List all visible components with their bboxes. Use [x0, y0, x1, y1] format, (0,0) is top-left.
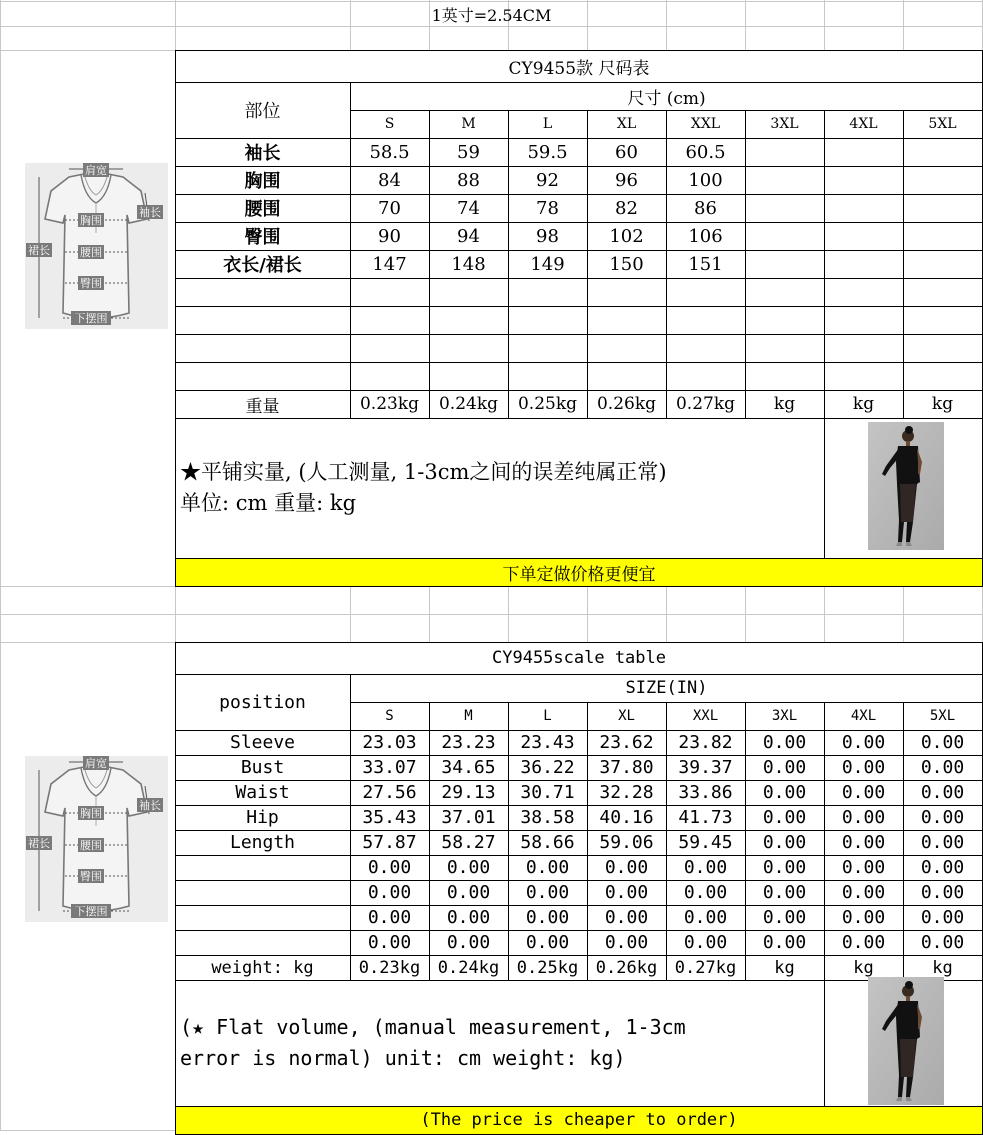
en-table-row-value: 35.43: [362, 807, 417, 828]
en-table-row-value: 0.00: [841, 782, 886, 803]
rule-line: [824, 418, 825, 558]
cn-table-row-value: [903, 278, 982, 306]
en-table-size-col-l: L: [543, 708, 552, 724]
en-table-row-value: 0.00: [525, 882, 570, 903]
en-table-row-value: 0.00: [367, 857, 412, 878]
en-table-row-label: [175, 880, 350, 905]
rule-line: [666, 586, 667, 642]
en-table-weight-value: 0.27kg: [674, 957, 737, 978]
cn-table-row-value: 96: [615, 169, 638, 191]
cn-table-weight-value: 0.24kg: [438, 394, 499, 414]
diagram-label-hip: 臀围: [80, 870, 102, 883]
cn-table-row-value: [429, 362, 508, 390]
en-table-row-label: Hip: [246, 807, 279, 828]
cn-table-note: [180, 457, 667, 519]
cn-table-row-value: [824, 194, 903, 222]
cn-table-row-value: [429, 306, 508, 334]
en-table-row-value: 0.00: [762, 857, 807, 878]
cn-table-row-value: 90: [378, 225, 401, 247]
diagram-label-waist: 腰围: [80, 839, 102, 852]
rule-line: [175, 980, 983, 981]
en-table-row-label: [175, 930, 350, 955]
en-table-row-value: 0.00: [762, 732, 807, 753]
cn-table-row-value: [824, 166, 903, 194]
en-table-weight-value: 0.23kg: [358, 957, 421, 978]
cn-table-row-label: [175, 306, 350, 334]
cn-table-row-value: [666, 278, 745, 306]
cn-table-row-value: [824, 334, 903, 362]
en-table-row-value: 41.73: [678, 807, 733, 828]
cn-table-weight-value: kg: [852, 394, 875, 414]
cn-table-weight-value: kg: [931, 394, 954, 414]
en-table-note: [180, 1012, 686, 1074]
en-table-row-value: 0.00: [604, 907, 649, 928]
cn-table-size-header: 尺寸 (cm): [627, 88, 706, 109]
en-table-row-value: 37.80: [599, 757, 654, 778]
cn-table-size-col-xl: XL: [616, 116, 637, 132]
cn-table-row-value: [429, 334, 508, 362]
cn-table-title: CY9455款 尺码表: [508, 58, 650, 79]
cn-table-weight-value: 0.25kg: [517, 394, 578, 414]
en-table-row-value: 58.27: [441, 832, 496, 853]
cn-table-row-value: [745, 306, 824, 334]
en-table-row-value: 0.00: [604, 857, 649, 878]
model-photo: [868, 422, 944, 550]
en-table-size-col-4xl: 4XL: [850, 708, 877, 724]
cn-table-row-value: [903, 222, 982, 250]
en-table-row-label: Length: [229, 832, 296, 853]
en-table-row-value: 0.00: [683, 882, 728, 903]
en-table-row-value: 0.00: [920, 882, 965, 903]
rule-line: [508, 586, 509, 642]
en-table-row-value: 59.45: [678, 832, 733, 853]
en-table-row-value: 0.00: [841, 732, 886, 753]
en-table-row-value: 0.00: [841, 882, 886, 903]
cn-table-row-value: 78: [536, 197, 559, 219]
rule-line: [0, 1130, 175, 1131]
diagram-label-bust: 胸围: [80, 214, 102, 227]
cn-table-row-value: 148: [451, 253, 486, 275]
en-table-row-value: 0.00: [762, 782, 807, 803]
en-table-size-col-s: S: [385, 708, 394, 724]
en-table-row-value: 0.00: [762, 932, 807, 953]
rule-line: [745, 586, 746, 642]
en-table-row-value: 0.00: [367, 907, 412, 928]
cn-table-row-value: [903, 166, 982, 194]
diagram-label-shoulder: 肩宽: [85, 757, 107, 770]
diagram-label-hip: 臀围: [80, 277, 102, 290]
diagram-label-sleeve: 袖长: [139, 799, 161, 812]
rule-line: [175, 586, 176, 642]
cn-table-row-value: [903, 306, 982, 334]
diagram-label-length: 裙长: [28, 837, 50, 850]
cn-table-part-header: 部位: [244, 101, 281, 122]
cn-table-row-value: 59: [457, 141, 480, 163]
cn-table-row-value: [508, 278, 587, 306]
cn-table-row-value: 102: [609, 225, 644, 247]
cn-table-banner-text: 下单定做价格更便宜: [502, 564, 656, 585]
cn-table-row-value: 92: [536, 169, 559, 191]
cn-table-row-value: 60: [615, 141, 638, 163]
cn-table-row-value: [350, 362, 429, 390]
en-table-row-value: 0.00: [841, 857, 886, 878]
cn-table-row-label: 臀围: [244, 227, 281, 248]
cn-table-weight-value: 0.26kg: [596, 394, 657, 414]
cn-table-row-value: 147: [372, 253, 407, 275]
cn-table-row-value: [508, 306, 587, 334]
en-table-row-value: 30.71: [520, 782, 575, 803]
cn-table-row-value: [745, 222, 824, 250]
en-table-row-value: 0.00: [604, 882, 649, 903]
cn-table-row-value: 82: [615, 197, 638, 219]
en-table-row-value: 0.00: [762, 832, 807, 853]
en-table-weight-label: weight: kg: [211, 957, 314, 978]
cn-table-row-value: 59.5: [527, 141, 568, 163]
en-table-row-value: 37.01: [441, 807, 496, 828]
en-table-size-col-xl: XL: [618, 708, 635, 724]
en-table-row-value: 59.06: [599, 832, 654, 853]
en-table-row-value: 23.43: [520, 732, 575, 753]
rule-line: [824, 586, 825, 642]
en-table-row-value: 0.00: [683, 932, 728, 953]
cn-table-row-value: 86: [694, 197, 717, 219]
en-table-weight-value: kg: [774, 957, 795, 978]
en-table-weight-value: 0.24kg: [437, 957, 500, 978]
cn-table-row-label: 衣长/裙长: [223, 255, 302, 276]
cn-table-note-line2: 单位: cm 重量: kg: [180, 491, 357, 515]
model-photo: [868, 977, 944, 1105]
en-table-part-header: position: [219, 691, 306, 713]
cn-table-row-value: [824, 138, 903, 166]
cn-table-row-value: [903, 362, 982, 390]
cn-table-row-value: [587, 334, 666, 362]
en-table-row-value: 0.00: [841, 832, 886, 853]
cn-table-row-value: 94: [457, 225, 480, 247]
en-table-row-label: Sleeve: [229, 732, 296, 753]
cn-table-row-value: 70: [378, 197, 401, 219]
cn-table-row-value: [587, 306, 666, 334]
cn-table-row-value: [903, 138, 982, 166]
cn-table-row-label: [175, 278, 350, 306]
cn-table-weight-value: kg: [773, 394, 796, 414]
cn-table-row-value: [587, 278, 666, 306]
en-table-row-value: 0.00: [367, 882, 412, 903]
cn-table-row-value: [903, 334, 982, 362]
diagram-label-hem: 下摆围: [71, 311, 111, 325]
en-table-row-value: 0.00: [446, 932, 491, 953]
cn-table-row-value: 106: [688, 225, 723, 247]
en-table-note-line1: (★ Flat volume, (manual measurement, 1-3cm: [180, 1015, 686, 1039]
cn-table-row-value: [745, 194, 824, 222]
en-table-row-value: 0.00: [920, 757, 965, 778]
en-table-row-value: 0.00: [762, 882, 807, 903]
en-table-note-line2: error is normal) unit: cm weight: kg): [180, 1046, 626, 1070]
en-table-row-value: 0.00: [762, 907, 807, 928]
rule-line: [175, 418, 983, 419]
en-table-weight-value: kg: [853, 957, 874, 978]
cn-table-row-value: [429, 278, 508, 306]
en-table-row-value: 39.37: [678, 757, 733, 778]
rule-line: [350, 586, 351, 642]
en-table-row-value: 0.00: [920, 857, 965, 878]
en-table-weight-value: 0.25kg: [516, 957, 579, 978]
cn-table-row-label: [175, 334, 350, 362]
cn-table-weight-label: 重量: [245, 396, 280, 417]
diagram-label-waist: 腰围: [80, 246, 102, 259]
cn-table-row-value: 84: [378, 169, 401, 191]
cn-table-row-value: [350, 306, 429, 334]
en-table-size-col-m: M: [464, 708, 473, 724]
diagram-label-hem: 下摆围: [71, 904, 111, 918]
cn-table-note-line1: ★平铺实量, (人工测量, 1-3cm之间的误差纯属正常): [180, 460, 667, 484]
en-table-row-value: 0.00: [841, 932, 886, 953]
cn-table-row-value: [350, 334, 429, 362]
cn-table-row-value: [666, 306, 745, 334]
cn-table-row-value: [350, 278, 429, 306]
en-table-row-value: 23.23: [441, 732, 496, 753]
en-table-size-col-5xl: 5XL: [929, 708, 956, 724]
cn-table-row-value: [745, 334, 824, 362]
top-note: 1英寸=2.54CM: [431, 5, 552, 25]
cn-table-row-value: [824, 250, 903, 278]
en-table-weight-value: 0.26kg: [595, 957, 658, 978]
cn-table-row-value: [903, 250, 982, 278]
en-table-row-value: 0.00: [920, 782, 965, 803]
rule-line: [0, 586, 175, 587]
cn-table-row-value: 60.5: [685, 141, 726, 163]
cn-table-row-value: [508, 362, 587, 390]
cn-table-row-value: 74: [457, 197, 480, 219]
cn-table-row-value: [824, 278, 903, 306]
en-table-size-col-xxl: XXL: [692, 708, 719, 724]
cn-table-row-label: 袖长: [244, 143, 281, 164]
en-table-row-label: [175, 855, 350, 880]
en-table-row-value: 33.07: [362, 757, 417, 778]
cn-table-row-label: 胸围: [244, 171, 281, 192]
rule-line: [0, 0, 1, 1130]
en-table-row-value: 0.00: [920, 807, 965, 828]
en-table-row-value: 0.00: [525, 857, 570, 878]
cn-table-size-col-s: S: [384, 116, 395, 132]
en-table-row-value: 23.03: [362, 732, 417, 753]
cn-table-row-value: 149: [530, 253, 565, 275]
en-table-row-value: 0.00: [762, 757, 807, 778]
cn-table-row-value: [745, 138, 824, 166]
cn-table-row-value: [587, 362, 666, 390]
en-table-row-value: 23.82: [678, 732, 733, 753]
en-table-size-header: SIZE(IN): [625, 678, 708, 698]
rule-line: [0, 614, 983, 615]
rule-line: [903, 586, 904, 642]
en-table-row-value: 0.00: [604, 932, 649, 953]
en-table-row-value: 0.00: [920, 907, 965, 928]
rule-line: [429, 586, 430, 642]
en-table-row-value: 0.00: [841, 757, 886, 778]
en-table-row-value: 32.28: [599, 782, 654, 803]
diagram-label-bust: 胸围: [80, 807, 102, 820]
en-table-row-label: Waist: [235, 782, 290, 803]
en-table-row-value: 29.13: [441, 782, 496, 803]
en-table-row-value: 40.16: [599, 807, 654, 828]
en-table-row-value: 23.62: [599, 732, 654, 753]
cn-table-row-value: 58.5: [369, 141, 410, 163]
cn-table-size-col-m: M: [461, 116, 476, 132]
en-table-row-value: 34.65: [441, 757, 496, 778]
cn-table-row-value: [508, 334, 587, 362]
cn-table-row-value: [745, 278, 824, 306]
cn-table-size-col-5xl: 5XL: [928, 116, 957, 132]
cn-table-size-col-4xl: 4XL: [849, 116, 878, 132]
cn-table-row-value: 98: [536, 225, 559, 247]
cn-table-row-value: [745, 250, 824, 278]
en-table-row-value: 58.66: [520, 832, 575, 853]
cn-table-row-value: 100: [688, 169, 723, 191]
rule-line: [175, 586, 983, 587]
cn-table-weight-value: 0.27kg: [675, 394, 736, 414]
cn-table-row-value: [666, 334, 745, 362]
cn-table-row-value: [745, 166, 824, 194]
en-table-row-value: 0.00: [920, 832, 965, 853]
rule-line: [824, 980, 825, 1106]
en-table-row-value: 36.22: [520, 757, 575, 778]
diagram-label-shoulder: 肩宽: [85, 164, 107, 177]
en-table-row-value: 0.00: [367, 932, 412, 953]
en-table-row-value: 0.00: [920, 732, 965, 753]
cn-table-row-value: [903, 194, 982, 222]
cn-table-size-col-3xl: 3XL: [770, 116, 799, 132]
en-table-row-label: Bust: [240, 757, 285, 778]
en-table-row-value: 0.00: [920, 932, 965, 953]
en-table-row-value: 0.00: [841, 907, 886, 928]
en-table-row-value: 57.87: [362, 832, 417, 853]
cn-table-row-value: [824, 362, 903, 390]
en-table-size-col-3xl: 3XL: [771, 708, 798, 724]
en-table-row-label: [175, 905, 350, 930]
cn-table-row-value: [745, 362, 824, 390]
cn-table-size-col-l: L: [542, 116, 553, 132]
cn-table-weight-value: 0.23kg: [359, 394, 420, 414]
en-table-row-value: 0.00: [525, 907, 570, 928]
diagram-label-sleeve: 袖长: [139, 206, 161, 219]
cn-table-row-value: [824, 222, 903, 250]
cn-table-row-label: 腰围: [244, 199, 281, 220]
en-table-row-value: 38.58: [520, 807, 575, 828]
en-table-row-value: 33.86: [678, 782, 733, 803]
cn-table-row-value: 150: [609, 253, 644, 275]
rule-line: [587, 586, 588, 642]
en-table-row-value: 0.00: [683, 857, 728, 878]
en-table-weight-value: kg: [932, 957, 953, 978]
cn-table-size-col-xxl: XXL: [690, 116, 721, 132]
en-table-row-value: 0.00: [446, 882, 491, 903]
cn-table-row-value: 151: [688, 253, 723, 275]
diagram-label-length: 裙长: [28, 244, 50, 257]
cn-table-row-value: [666, 362, 745, 390]
en-table-row-value: 0.00: [525, 932, 570, 953]
en-table-row-value: 0.00: [446, 857, 491, 878]
en-table-title: CY9455scale table: [492, 648, 666, 668]
cn-table-row-value: [824, 306, 903, 334]
rule-line: [0, 1, 983, 2]
en-table-row-value: 0.00: [762, 807, 807, 828]
rule-line: [0, 26, 983, 27]
en-table-row-value: 0.00: [841, 807, 886, 828]
en-table-row-value: 27.56: [362, 782, 417, 803]
cn-table-row-value: 88: [457, 169, 480, 191]
en-table-row-value: 0.00: [683, 907, 728, 928]
cn-table-row-label: [175, 362, 350, 390]
en-table-row-value: 0.00: [446, 907, 491, 928]
en-table-banner-text: (The price is cheaper to order): [420, 1110, 738, 1130]
